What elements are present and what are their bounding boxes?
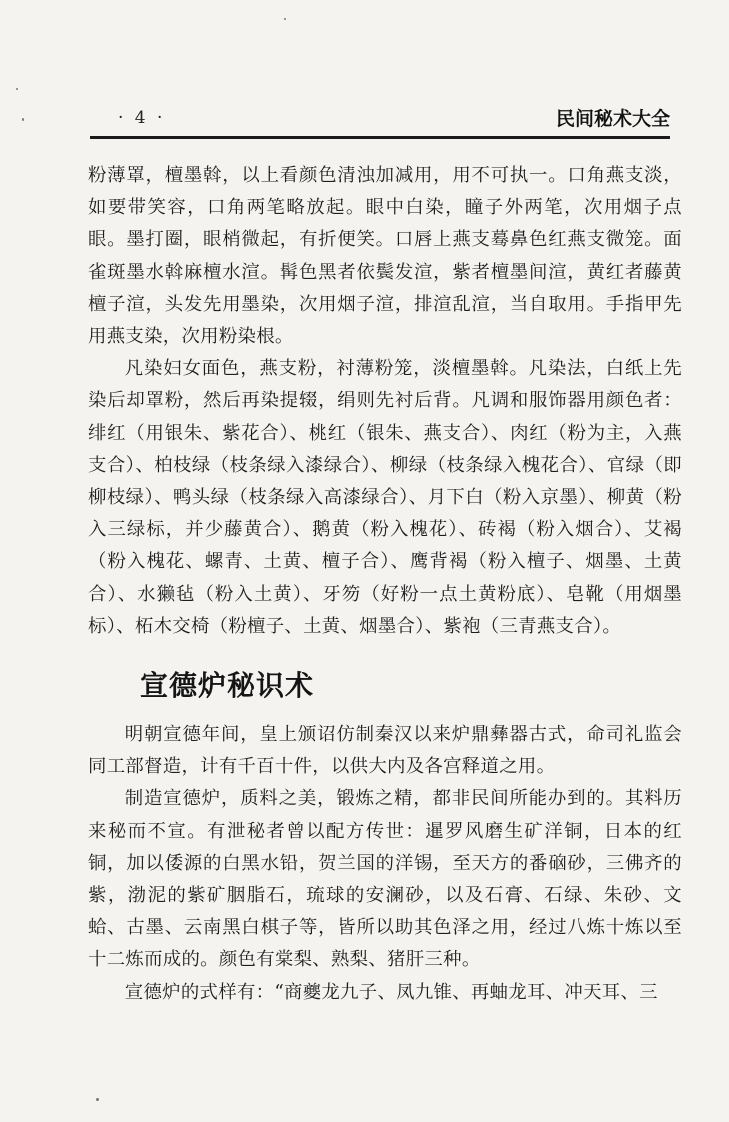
section-paragraph: 宣德炉的式样有：“商夔龙九子、凤九锥、再蚰龙耳、冲天耳、三 [124,981,658,1003]
scan-speck [16,88,18,90]
section-paragraph: 制造宣德炉，质料之美，锻炼之精，都非民间所能办到的。其料历来秘而不宣。有泄秘者曾以配方传世：暹罗风磨生矿洋铜，日本的红铜，加以倭源的白黑水铅，贺兰国的洋锡，至天方的番硇砂，三佛齐的紫，渤泥的紫矿胭脂石，琉球的安澜砂，以及石膏、石绿、朱砂、文蛤、古墨、云南黑白棋子等，皆所以助其色泽之用，经过八炼十炼以至十二炼而成的。颜色有棠梨、熟梨、猪肝三种。 [88,788,682,971]
section-heading: 宣德炉秘识术 [140,669,315,703]
section-paragraph: 明朝宣德年间，皇上颁诏仿制秦汉以来炉鼎彝器古式，命司礼监会同工部督造，计有千百十件，以供大内及各宫释道之用。 [88,724,682,778]
book-title: 民间秘术大全 [555,108,670,130]
page-body [88,160,682,1009]
paragraph: 凡染妇女面色，燕支粉，衬薄粉笼，淡檀墨斡。凡染法，白纸上先染后却罩粉，然后再染提辍，绢则先衬后背。凡调和服饰器用颜色者：绯红（用银朱、紫花合）、桃红（银朱、燕支合）、肉红（粉为主，入燕支合）、柏枝绿（枝条绿入漆绿合）、柳绿（枝条绿入槐花合）、官绿（即柳枝绿）、鸭头绿（枝条绿入高漆绿合）、月下白（粉入京墨）、柳黄（粉入三绿标，并少藤黄合）、鹅黄（粉入槐花）、砖褐（粉入烟合）、艾褐（粉入槐花、螺青、土黄、檀子合）、鹰背褐（粉入檀子、烟墨、土黄合）、水獭毡（粉入土黄）、牙笏（好粉一点土黄粉底）、皂靴（用烟墨标）、柘木交椅（粉檀子、土黄、烟墨合）、紫袍（三青燕支合）。 [88,358,682,637]
header-rule [90,136,670,139]
page-number: · 4 · [118,108,166,128]
running-header [90,103,670,133]
paragraph-continued: 粉薄罩，檀墨斡，以上看颜色清浊加减用，用不可执一。口角燕支淡，如要带笑容，口角两笔略放起。眼中白染，瞳子外两笔，次用烟子点眼。墨打圈，眼梢微起，有折便笑。口唇上燕支蓦鼻色红燕支微笼。面雀斑墨水斡麻檀水渲。髯色黑者依鬓发渲，紫者檀墨间渲，黄红者藤黄檀子渲，头发先用墨染，次用烟子渲，排渲乱渲，当自取用。手指甲先用燕支染，次用粉染根。 [88,165,682,348]
scan-speck [284,18,286,20]
scan-speck [96,1098,99,1101]
scan-speck [22,118,24,121]
